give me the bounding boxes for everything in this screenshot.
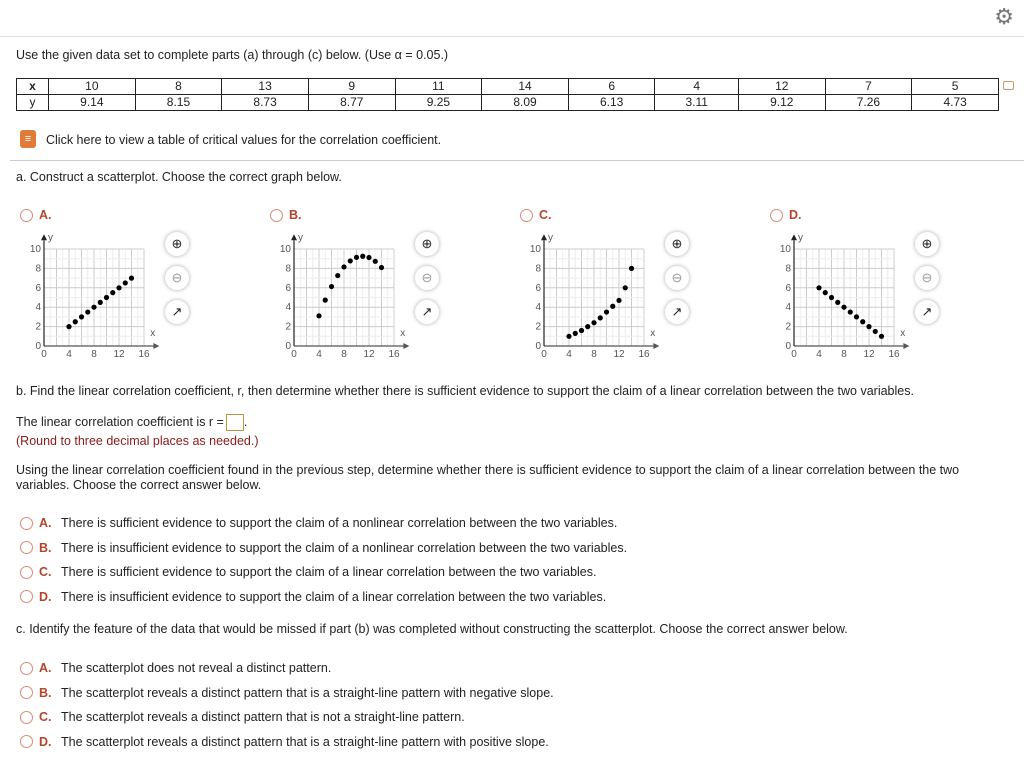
part-c-question: c. Identify the feature of the data that would be missed if part (b) was completed without constructing the scatterplot. Choose the correct answer below.	[16, 622, 848, 636]
radio-button[interactable]	[270, 209, 283, 222]
critical-values-link[interactable]: Click here to view a table of critical values for the correlation coefficient.	[46, 133, 442, 147]
table-cell-x: 10	[49, 79, 136, 95]
x-tick-label: 4	[66, 349, 72, 360]
radio-button[interactable]	[520, 209, 533, 222]
divider	[0, 36, 1024, 37]
y-tick-label: 8	[285, 263, 291, 275]
y-tick-label: 10	[29, 244, 41, 255]
answer-choice-c[interactable]	[20, 710, 465, 724]
table-cell-x: 5	[912, 79, 999, 95]
table-cell-x: 4	[655, 79, 738, 95]
y-tick-label: 0	[285, 341, 291, 352]
x-tick-label: 4	[816, 349, 822, 360]
data-point	[879, 334, 884, 339]
data-point	[104, 295, 109, 300]
open-new-window-icon[interactable]: ↗	[665, 300, 689, 324]
table-cell-x: 9	[308, 79, 395, 95]
table-cell-x: 14	[482, 79, 569, 95]
x-axis-label: x	[900, 328, 906, 339]
y-tick-label: 4	[35, 302, 41, 314]
y-tick-label: 6	[535, 282, 541, 294]
data-point	[341, 264, 346, 269]
choice-letter: B.	[39, 685, 52, 700]
y-axis-label: y	[548, 232, 553, 244]
y-tick-label: 8	[535, 263, 541, 275]
y-tick-label: 6	[285, 282, 291, 294]
x-axis-label: x	[150, 328, 156, 339]
data-point	[116, 285, 121, 290]
data-point	[85, 309, 90, 314]
data-point	[98, 300, 103, 305]
option-letter: A.	[39, 208, 52, 222]
data-point	[848, 309, 853, 314]
data-point	[616, 298, 621, 303]
graph-option-radio[interactable]	[520, 208, 552, 222]
radio-button[interactable]	[20, 517, 33, 530]
part-a-question: a. Construct a scatterplot. Choose the correct graph below.	[16, 170, 342, 184]
data-point	[566, 334, 571, 339]
choice-text: The scatterplot reveals a distinct pattern that is a straight-line pattern with negative slope.	[61, 685, 554, 700]
answer-choice-a[interactable]	[20, 516, 617, 530]
choice-letter: D.	[39, 734, 52, 749]
answer-choice-d[interactable]	[20, 590, 606, 604]
data-point	[573, 331, 578, 336]
data-point	[610, 304, 615, 309]
intro-text: Use the given data set to complete parts (a) through (c) below. (Use α = 0.05.)	[16, 48, 449, 62]
part-b-question: b. Find the linear correlation coefficient, r, then determine whether there is sufficient evidence to support the claim of a linear correlation between the two variables.	[16, 384, 914, 398]
data-point	[329, 284, 334, 289]
y-tick-label: 2	[535, 321, 541, 333]
option-letter: C.	[539, 208, 552, 222]
answer-choice-a[interactable]	[20, 661, 331, 675]
radio-button[interactable]	[20, 735, 33, 748]
table-cell-y: 6.13	[568, 95, 655, 111]
option-letter: D.	[789, 208, 802, 222]
data-point	[335, 273, 340, 278]
data-point	[66, 324, 71, 329]
table-cell-y: 4.73	[912, 95, 999, 111]
choice-letter: A.	[39, 661, 52, 675]
x-tick-label: 12	[363, 349, 375, 360]
data-point	[373, 259, 378, 264]
x-tick-label: 16	[388, 349, 400, 360]
choice-letter: A.	[39, 516, 52, 530]
table-cell-x: 6	[568, 79, 655, 95]
zoom-in-icon[interactable]: ⊕	[415, 232, 439, 256]
data-point	[123, 280, 128, 285]
option-letter: B.	[289, 208, 302, 222]
r-input[interactable]	[226, 414, 244, 431]
radio-button[interactable]	[20, 566, 33, 579]
x-tick-label: 8	[591, 349, 597, 360]
data-point	[829, 295, 834, 300]
choice-text: There is insufficient evidence to support the claim of a nonlinear correlation between the two variables.	[61, 540, 628, 555]
x-tick-label: 12	[113, 349, 125, 360]
y-tick-label: 10	[279, 244, 291, 255]
table-cell-x: 7	[825, 79, 912, 95]
y-tick-label: 8	[35, 263, 41, 275]
answer-choice-c[interactable]	[20, 565, 596, 579]
y-tick-label: 4	[785, 302, 791, 314]
data-point	[823, 290, 828, 295]
book-icon[interactable]: ≡	[20, 130, 36, 148]
answer-choice-d[interactable]	[20, 735, 549, 749]
zoom-out-icon[interactable]: ⊖	[915, 266, 939, 290]
zoom-in-icon[interactable]: ⊕	[915, 232, 939, 256]
data-point	[860, 319, 865, 324]
zoom-in-icon[interactable]: ⊕	[665, 232, 689, 256]
y-tick-label: 8	[785, 263, 791, 275]
data-point	[623, 285, 628, 290]
table-row-y	[17, 95, 999, 111]
y-tick-label: 2	[285, 321, 291, 333]
x-tick-label: 12	[613, 349, 625, 360]
radio-button[interactable]	[20, 590, 33, 603]
data-point	[598, 315, 603, 320]
data-point	[591, 320, 596, 325]
x-tick-label: 4	[566, 349, 572, 360]
table-cell-x: 11	[395, 79, 482, 95]
data-point	[348, 258, 353, 263]
data-point	[629, 266, 634, 271]
data-point	[585, 324, 590, 329]
r-prefix: The linear correlation coefficient is r =	[16, 414, 224, 429]
table-cell-y: 9.25	[395, 95, 482, 111]
data-point	[79, 314, 84, 319]
y-tick-label: 2	[35, 321, 41, 333]
table-cell-y: 8.77	[308, 95, 395, 111]
y-tick-label: 6	[35, 282, 41, 294]
data-point	[816, 285, 821, 290]
data-point	[316, 313, 321, 318]
y-tick-label: 6	[785, 282, 791, 294]
y-tick-label: 4	[285, 302, 291, 314]
data-point	[841, 305, 846, 310]
answer-choice-b[interactable]	[20, 686, 554, 700]
y-axis-label: y	[298, 232, 303, 244]
graph-option-radio[interactable]	[20, 208, 52, 222]
radio-button[interactable]	[20, 209, 33, 222]
x-tick-label: 0	[541, 349, 547, 360]
data-point	[873, 329, 878, 334]
table-cell-y: 3.11	[655, 95, 738, 111]
scatterplot	[520, 228, 665, 378]
graph-option-radio[interactable]	[270, 208, 302, 222]
choice-letter: D.	[39, 589, 52, 604]
data-point	[579, 328, 584, 333]
data-point	[354, 255, 359, 260]
data-point	[366, 255, 371, 260]
choice-text: The scatterplot reveals a distinct pattern that is not a straight-line pattern.	[61, 710, 465, 724]
x-tick-label: 0	[291, 349, 297, 360]
open-new-window-icon[interactable]: ↗	[415, 300, 439, 324]
data-point	[866, 324, 871, 329]
open-new-window-icon[interactable]: ↗	[915, 300, 939, 324]
choice-letter: C.	[39, 565, 52, 579]
y-axis-label: y	[48, 232, 53, 244]
r-line	[16, 414, 247, 431]
y-header: y	[17, 95, 49, 111]
x-tick-label: 4	[316, 349, 322, 360]
table-cell-x: 8	[135, 79, 222, 95]
zoom-in-icon[interactable]: ⊕	[165, 232, 189, 256]
y-tick-label: 10	[779, 244, 791, 255]
part-b-instruction: Using the linear correlation coefficient found in the previous step, determine whether there is sufficient evidence to support the claim of a linear correlation between the two variables. Choose the correct answer below.	[16, 463, 960, 492]
choice-text: The scatterplot reveals a distinct pattern that is a straight-line pattern with positive slope.	[61, 734, 549, 749]
x-header: x	[17, 79, 49, 95]
x-tick-label: 16	[138, 349, 150, 360]
table-cell-y: 9.14	[49, 95, 136, 111]
y-tick-label: 0	[535, 341, 541, 352]
x-axis-label: x	[650, 328, 656, 339]
table-cell-x: 12	[738, 79, 825, 95]
radio-button[interactable]	[20, 686, 33, 699]
x-tick-label: 12	[863, 349, 875, 360]
choice-text: There is sufficient evidence to support the claim of a nonlinear correlation between the two variables.	[61, 516, 618, 530]
data-point	[323, 298, 328, 303]
x-tick-label: 16	[888, 349, 900, 360]
data-point	[854, 314, 859, 319]
answer-choice-b[interactable]	[20, 541, 627, 555]
table-cell-y: 8.09	[482, 95, 569, 111]
data-table	[16, 78, 999, 111]
table-row-x	[17, 79, 999, 95]
x-tick-label: 0	[791, 349, 797, 360]
table-cell-y: 8.15	[135, 95, 222, 111]
open-new-window-icon[interactable]: ↗	[165, 300, 189, 324]
data-point	[379, 265, 384, 270]
choice-letter: C.	[39, 710, 52, 724]
choice-text: There is insufficient evidence to support the claim of a linear correlation between the two variables.	[61, 589, 607, 604]
radio-button[interactable]	[20, 662, 33, 675]
table-cell-y: 7.26	[825, 95, 912, 111]
zoom-out-icon[interactable]: ⊖	[165, 266, 189, 290]
x-tick-label: 8	[341, 349, 347, 360]
zoom-out-icon[interactable]: ⊖	[415, 266, 439, 290]
divider	[10, 160, 1024, 161]
copy-table-icon[interactable]	[1003, 81, 1014, 90]
scatterplot	[770, 228, 915, 378]
graph-option-radio[interactable]	[770, 208, 802, 222]
table-cell-x: 13	[222, 79, 309, 95]
data-point	[73, 319, 78, 324]
scatterplot	[20, 228, 165, 378]
y-tick-label: 0	[35, 341, 41, 352]
table-cell-y: 8.73	[222, 95, 309, 111]
x-tick-label: 8	[91, 349, 97, 360]
x-tick-label: 16	[638, 349, 650, 360]
data-point	[91, 305, 96, 310]
radio-button[interactable]	[770, 209, 783, 222]
choice-text: The scatterplot does not reveal a distinct pattern.	[61, 661, 332, 675]
y-axis-label: y	[798, 232, 803, 244]
radio-button[interactable]	[20, 711, 33, 724]
zoom-out-icon[interactable]: ⊖	[665, 266, 689, 290]
gear-icon[interactable]: ⚙	[994, 4, 1014, 29]
r-suffix: .	[243, 414, 248, 429]
data-point	[110, 290, 115, 295]
data-point	[604, 309, 609, 314]
data-point	[360, 254, 365, 259]
x-tick-label: 8	[841, 349, 847, 360]
y-tick-label: 2	[785, 321, 791, 333]
choice-text: There is sufficient evidence to support the claim of a linear correlation between the two variables.	[61, 565, 597, 579]
y-tick-label: 10	[529, 244, 541, 255]
x-tick-label: 0	[41, 349, 47, 360]
y-tick-label: 0	[785, 341, 791, 352]
round-note: (Round to three decimal places as needed.)	[16, 434, 259, 448]
data-point	[129, 276, 134, 281]
choice-letter: B.	[39, 540, 52, 555]
y-tick-label: 4	[535, 302, 541, 314]
scatterplot	[270, 228, 415, 378]
x-axis-label: x	[400, 328, 406, 339]
radio-button[interactable]	[20, 541, 33, 554]
data-point	[835, 300, 840, 305]
table-cell-y: 9.12	[738, 95, 825, 111]
